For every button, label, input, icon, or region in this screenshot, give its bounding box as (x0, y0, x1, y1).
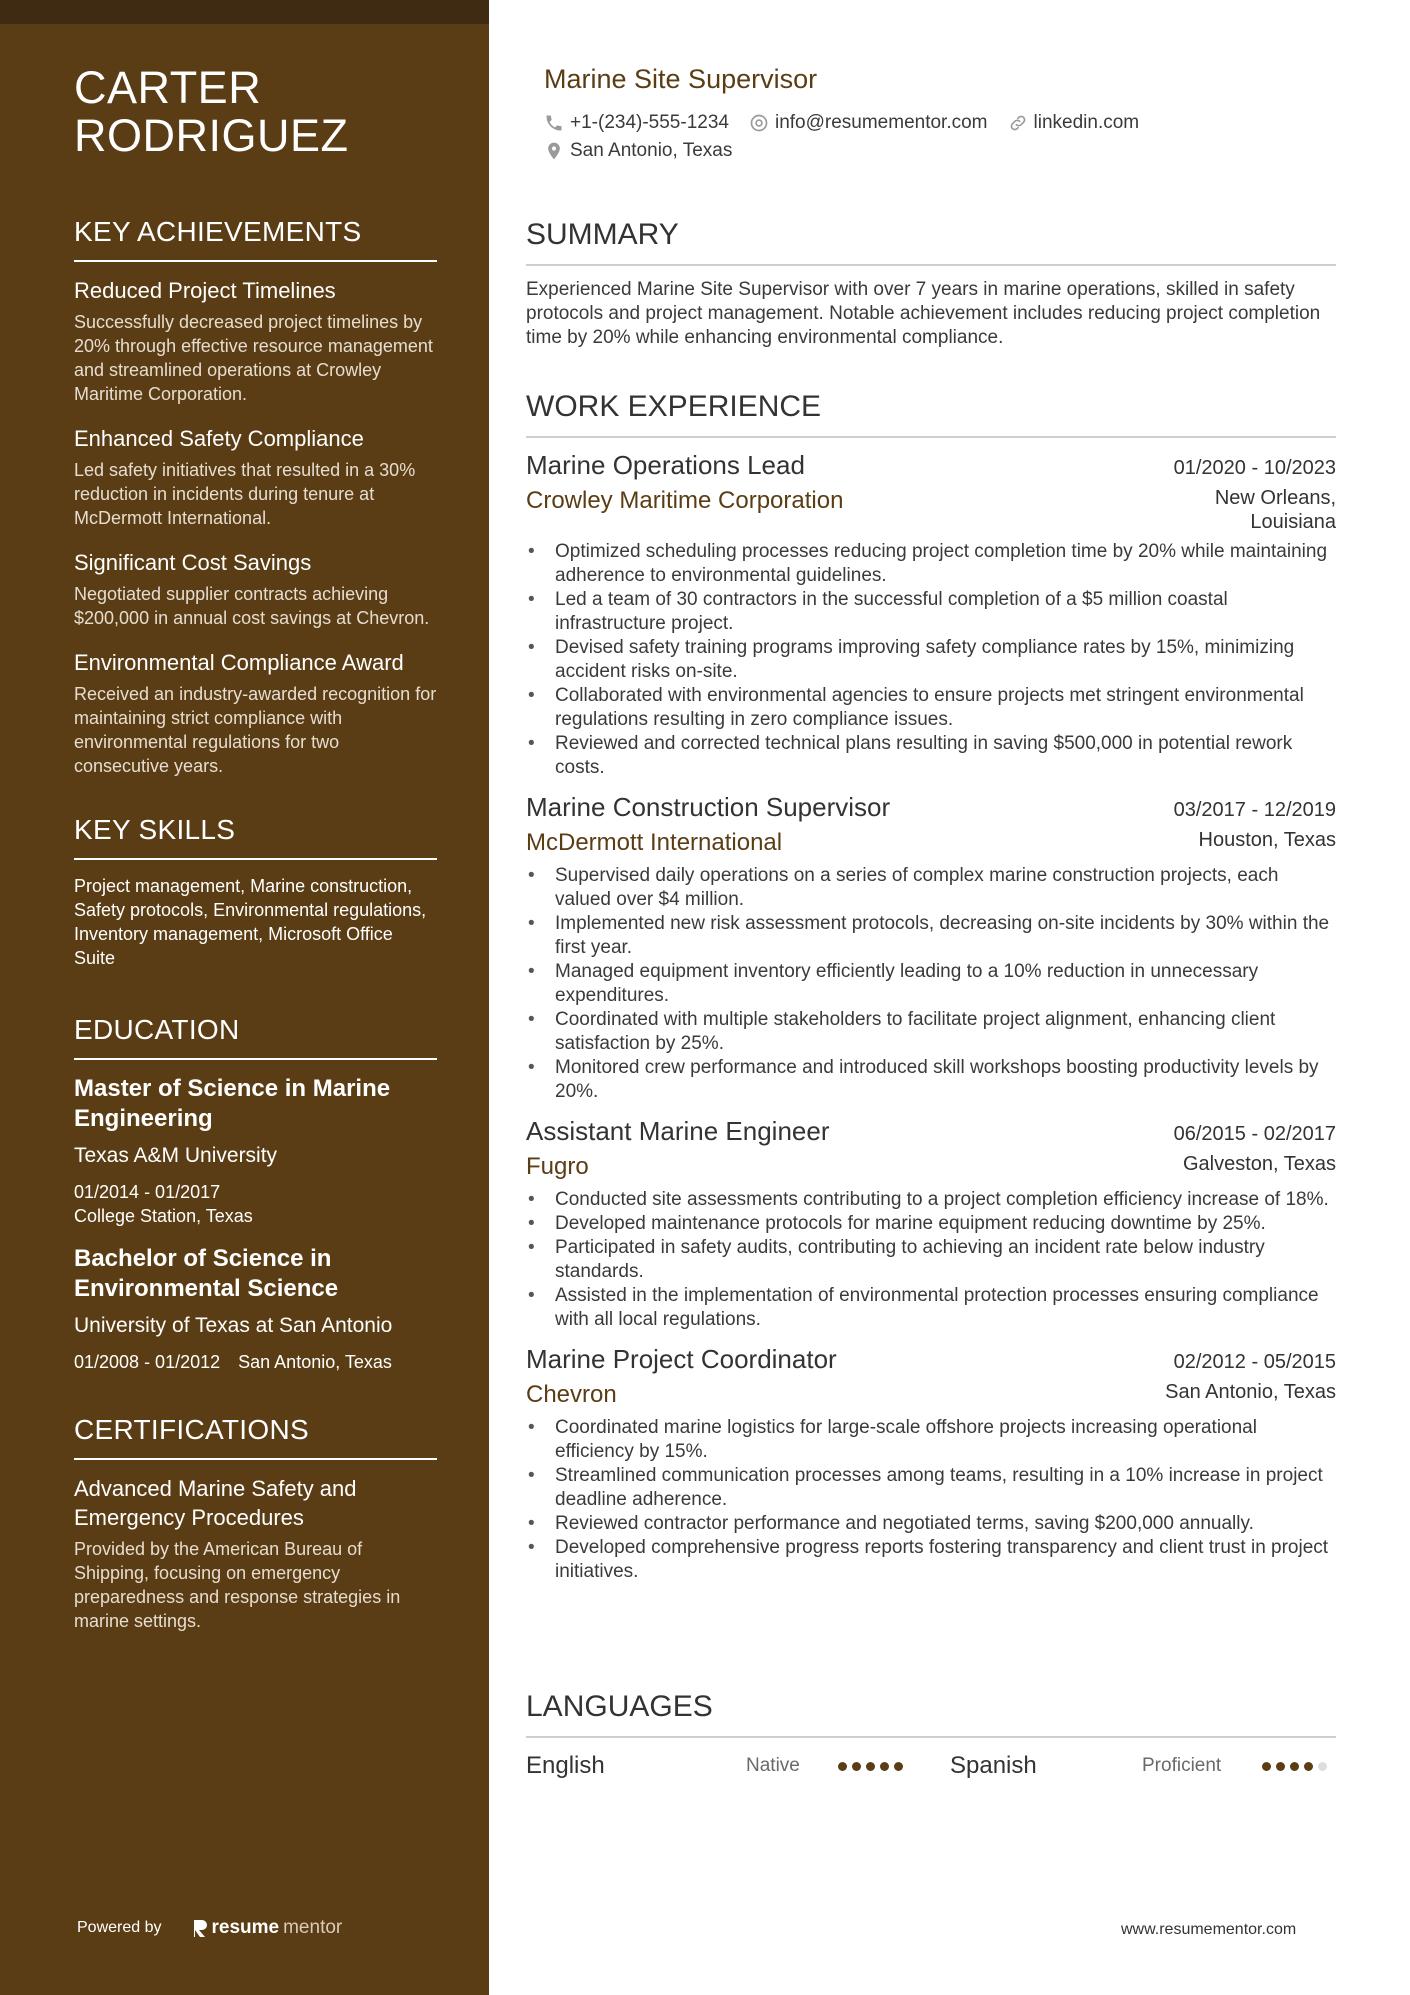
role-dates: 02/2012 - 05/2015 (1173, 1351, 1336, 1373)
role-dates: 06/2015 - 02/2017 (1173, 1123, 1336, 1145)
bullet-item: • Reviewed and corrected technical plans resulting in saving $500,000 in potential rework costs. (526, 732, 1336, 780)
education-dates: 01/2014 - 01/2017 (74, 1182, 221, 1202)
achievement-title: Environmental Compliance Award (74, 650, 404, 675)
bullet-item: • Coordinated marine logistics for large-scale offshore projects increasing operational efficiency by 15%. (526, 1416, 1336, 1464)
education-school: University of Texas at San Antonio (74, 1314, 393, 1337)
contact-location (544, 140, 732, 162)
language-name: Spanish (950, 1752, 1037, 1779)
bullet-item: • Coordinated with multiple stakeholders to facilitate project alignment, enhancing client satisfaction by 25%. (526, 1008, 1336, 1056)
languages-section (526, 1690, 1336, 1780)
section-heading: EDUCATION (74, 1014, 437, 1060)
achievement-title: Reduced Project Timelines (74, 278, 336, 303)
achievement-description: Led safety initiatives that resulted in a 30% reduction in incidents during tenure at McDermott International. (74, 460, 416, 528)
sidebar (0, 0, 489, 1995)
education-location: College Station, Texas (74, 1206, 253, 1226)
role-dates: 01/2020 - 10/2023 (1173, 457, 1336, 479)
phone-text: +1-(234)-555-1234 (570, 112, 729, 133)
section-heading: KEY ACHIEVEMENTS (74, 216, 437, 262)
achievement-item (74, 548, 437, 630)
role-company: Crowley Maritime Corporation (526, 487, 844, 514)
contact-info (544, 112, 1334, 162)
location-text: San Antonio, Texas (570, 140, 733, 161)
role-title: Marine Construction Supervisor (526, 792, 891, 822)
summary-section (526, 218, 1336, 350)
rating-dot (880, 1762, 889, 1771)
linkedin-text: linkedin.com (1033, 112, 1140, 133)
bullet-item: • Implemented new risk assessment protocols, decreasing on-site incidents by 30% within the first year. (526, 912, 1336, 960)
brand-name-part: resume (211, 1917, 280, 1938)
powered-by-label: Powered by (77, 1919, 162, 1936)
key-skills-section (74, 814, 437, 970)
language-name: English (526, 1752, 605, 1779)
job-title: Marine Site Supervisor (544, 64, 818, 94)
rating-dot (1304, 1762, 1313, 1771)
achievement-description: Successfully decreased project timelines by 20% through effective resource management and streamlined operations at Crowley Maritime Corporation. (74, 312, 433, 404)
location-pin-icon (544, 141, 564, 161)
role-dates: 03/2017 - 12/2019 (1173, 799, 1336, 821)
achievement-item (74, 648, 437, 778)
link-icon (1008, 113, 1028, 133)
education-dates: 01/2008 - 01/2012 (74, 1352, 221, 1372)
role-title: Assistant Marine Engineer (526, 1116, 830, 1146)
bullet-item: • Led a team of 30 contractors in the successful completion of a $5 million coastal infrastructure project. (526, 588, 1336, 636)
bullet-item: • Streamlined communication processes among teams, resulting in a 10% increase in project deadline adherence. (526, 1464, 1336, 1512)
footer-url[interactable]: www.resumementor.com (1121, 1921, 1297, 1938)
achievement-item (74, 276, 437, 406)
rating-dot (1290, 1762, 1299, 1771)
role-location: San Antonio, Texas (1165, 1381, 1336, 1403)
role-company: Fugro (526, 1153, 589, 1180)
bullet-item: • Assisted in the implementation of environmental protection processes ensuring compliance with all local regulations. (526, 1284, 1336, 1332)
section-heading: KEY SKILLS (74, 814, 437, 860)
bullet-item: • Developed maintenance protocols for marine equipment reducing downtime by 25%. (526, 1212, 1336, 1236)
contact-linkedin[interactable] (1008, 112, 1140, 134)
email-text: info@resumementor.com (774, 112, 988, 133)
rating-dot (838, 1762, 847, 1771)
sidebar-top-bar (0, 0, 489, 24)
role-location: Houston, Texas (1198, 829, 1336, 851)
certifications-section (74, 1414, 437, 1633)
language-level: Proficient (1142, 1755, 1222, 1776)
role-bullets (526, 1416, 1336, 1584)
certification-title: Advanced Marine Safety and Emergency Procedures (74, 1476, 357, 1530)
bullet-item: • Collaborated with environmental agencies to ensure projects met stringent environmental regulations resulting in zero compliance issues. (526, 684, 1336, 732)
bullet-item: • Monitored crew performance and introduced skill workshops boosting productivity levels by 20%. (526, 1056, 1336, 1104)
work-experience-section (526, 390, 1336, 1584)
phone-icon (544, 113, 564, 133)
job-entry (526, 1114, 1336, 1332)
rating-dot (894, 1762, 903, 1771)
education-section (74, 1014, 437, 1374)
candidate-name: CARTER RODRIGUEZ (74, 62, 349, 161)
education-item (74, 1074, 437, 1228)
language-level: Native (746, 1755, 800, 1776)
education-location: San Antonio, Texas (238, 1352, 392, 1372)
role-location: Galveston, Texas (1182, 1153, 1336, 1175)
skills-list: Project management, Marine construction, Safety protocols, Environmental regulations, Inventory management, Microsoft Office Suite (74, 876, 427, 968)
brand-name-part: mentor (283, 1917, 343, 1938)
achievement-title: Significant Cost Savings (74, 550, 312, 575)
section-heading: SUMMARY (526, 218, 1336, 266)
section-heading: LANGUAGES (526, 1690, 1336, 1738)
rating-dot (866, 1762, 875, 1771)
main-content (526, 0, 1336, 1995)
resumementor-logo-icon (192, 1918, 208, 1938)
contact-phone[interactable] (544, 112, 729, 134)
summary-text: Experienced Marine Site Supervisor with over 7 years in marine operations, skilled in safety protocols and project management. Notable achievement includes reducing project completion time by 20% while enhancing environmental compliance. (526, 279, 1321, 348)
section-heading: CERTIFICATIONS (74, 1414, 437, 1460)
role-title: Marine Project Coordinator (526, 1344, 837, 1374)
role-bullets (526, 864, 1336, 1104)
achievement-description: Negotiated supplier contracts achieving $200,000 in annual cost savings at Chevron. (74, 584, 430, 628)
language-rating (838, 1762, 950, 1771)
rating-dot (1262, 1762, 1271, 1771)
brand-logo[interactable] (192, 1917, 343, 1939)
rating-dot (1318, 1762, 1327, 1771)
education-item (74, 1244, 437, 1374)
bullet-item: • Participated in safety audits, contributing to achieving an incident rate below industry standards. (526, 1236, 1336, 1284)
education-degree: Bachelor of Science in Environmental Science (74, 1245, 339, 1302)
rating-dot (852, 1762, 861, 1771)
achievement-item (74, 424, 437, 530)
bullet-item: • Managed equipment inventory efficiently leading to a 10% reduction in unnecessary expenditures. (526, 960, 1336, 1008)
powered-by (77, 1917, 342, 1939)
bullet-item: • Developed comprehensive progress reports fostering transparency and client trust in project initiatives. (526, 1536, 1336, 1584)
role-title: Marine Operations Lead (526, 450, 805, 480)
achievement-description: Received an industry-awarded recognition for maintaining strict compliance with environmental regulations for two consecutive years. (74, 684, 437, 776)
key-achievements-section (74, 216, 437, 778)
education-meta (74, 1350, 437, 1374)
certification-description: Provided by the American Bureau of Shipping, focusing on emergency preparedness and response strategies in marine settings. (74, 1539, 401, 1631)
bullet-item: • Devised safety training programs improving safety compliance rates by 15%, minimizing accident risks on-site. (526, 636, 1336, 684)
role-company: Chevron (526, 1381, 617, 1408)
contact-email[interactable] (749, 112, 988, 134)
bullet-item: • Reviewed contractor performance and negotiated terms, saving $200,000 annually. (526, 1512, 1336, 1536)
language-rating (1262, 1762, 1327, 1771)
role-location: New Orleans, Louisiana (1214, 487, 1336, 533)
education-degree: Master of Science in Marine Engineering (74, 1075, 391, 1132)
role-bullets (526, 1188, 1336, 1332)
job-entry (526, 1342, 1336, 1584)
job-entry (526, 790, 1336, 1104)
role-bullets (526, 540, 1336, 780)
at-icon (749, 113, 769, 133)
rating-dot (1276, 1762, 1285, 1771)
bullet-item: • Conducted site assessments contributing to a project completion efficiency increase of 18%. (526, 1188, 1336, 1212)
job-entry (526, 448, 1336, 780)
role-company: McDermott International (526, 829, 783, 856)
bullet-item: • Optimized scheduling processes reducing project completion time by 20% while maintaining adherence to environmental guidelines. (526, 540, 1336, 588)
bullet-item: • Supervised daily operations on a series of complex marine construction projects, each valued over $4 million. (526, 864, 1336, 912)
achievement-title: Enhanced Safety Compliance (74, 426, 364, 451)
section-heading: WORK EXPERIENCE (526, 390, 1336, 438)
education-school: Texas A&M University (74, 1144, 278, 1167)
languages-row (526, 1752, 1336, 1780)
